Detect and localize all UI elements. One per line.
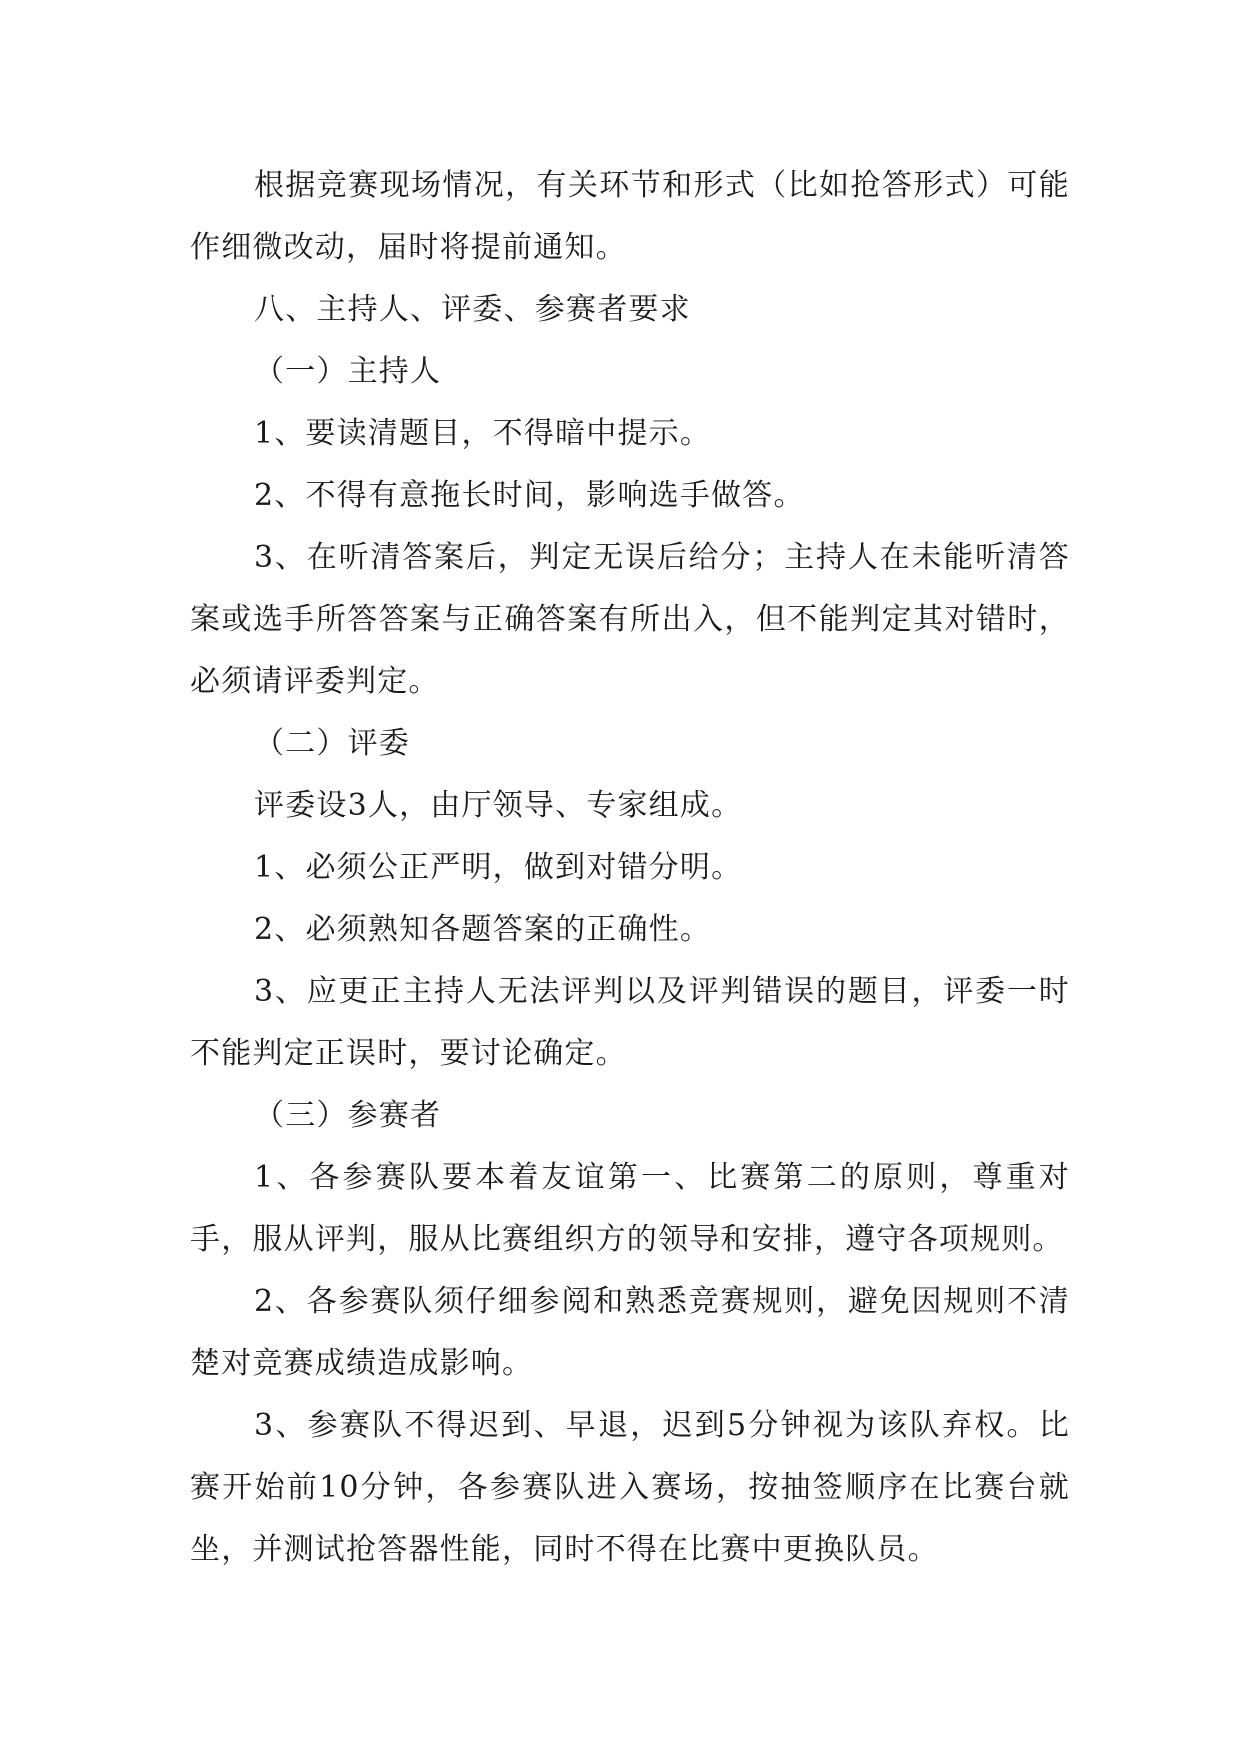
host-item: 2、不得有意拖长时间，影响选手做答。 xyxy=(254,478,805,513)
judges-item: 2、必须熟知各题答案的正确性。 xyxy=(254,912,712,947)
host-item: 1、要读清题目，不得暗中提示。 xyxy=(254,416,712,451)
judges-item: 1、必须公正严明，做到对错分明。 xyxy=(254,850,743,885)
host-heading: （一）主持人 xyxy=(254,354,442,389)
document-body xyxy=(190,155,1070,1581)
judges-intro: 评委设3人，由厅领导、专家组成。 xyxy=(254,788,743,823)
judges-heading: （二）评委 xyxy=(254,726,410,761)
host-item: 3、在听清答案后，判定无误后给分；主持人在未能听清答案或选手所答答案与正确答案有所出入，但不能判定其对错时，必须请评委判定。 xyxy=(190,540,1070,699)
participants-item: 2、各参赛队须仔细参阅和熟悉竞赛规则，避免因规则不清楚对竞赛成绩造成影响。 xyxy=(190,1284,1070,1381)
section-title: 八、主持人、评委、参赛者要求 xyxy=(254,292,691,327)
intro-paragraph: 根据竞赛现场情况，有关环节和形式（比如抢答形式）可能作细微改动，届时将提前通知。 xyxy=(190,168,1070,265)
participants-heading: （三）参赛者 xyxy=(254,1098,442,1133)
participants-item: 3、参赛队不得迟到、早退，迟到5分钟视为该队弃权。比赛开始前10分钟，各参赛队进入赛场，按抽签顺序在比赛台就坐，并测试抢答器性能，同时不得在比赛中更换队员。 xyxy=(190,1408,1070,1567)
participants-item: 1、各参赛队要本着友谊第一、比赛第二的原则，尊重对手，服从评判，服从比赛组织方的领导和安排，遵守各项规则。 xyxy=(190,1160,1070,1257)
judges-item: 3、应更正主持人无法评判以及评判错误的题目，评委一时不能判定正误时，要讨论确定。 xyxy=(190,974,1070,1071)
